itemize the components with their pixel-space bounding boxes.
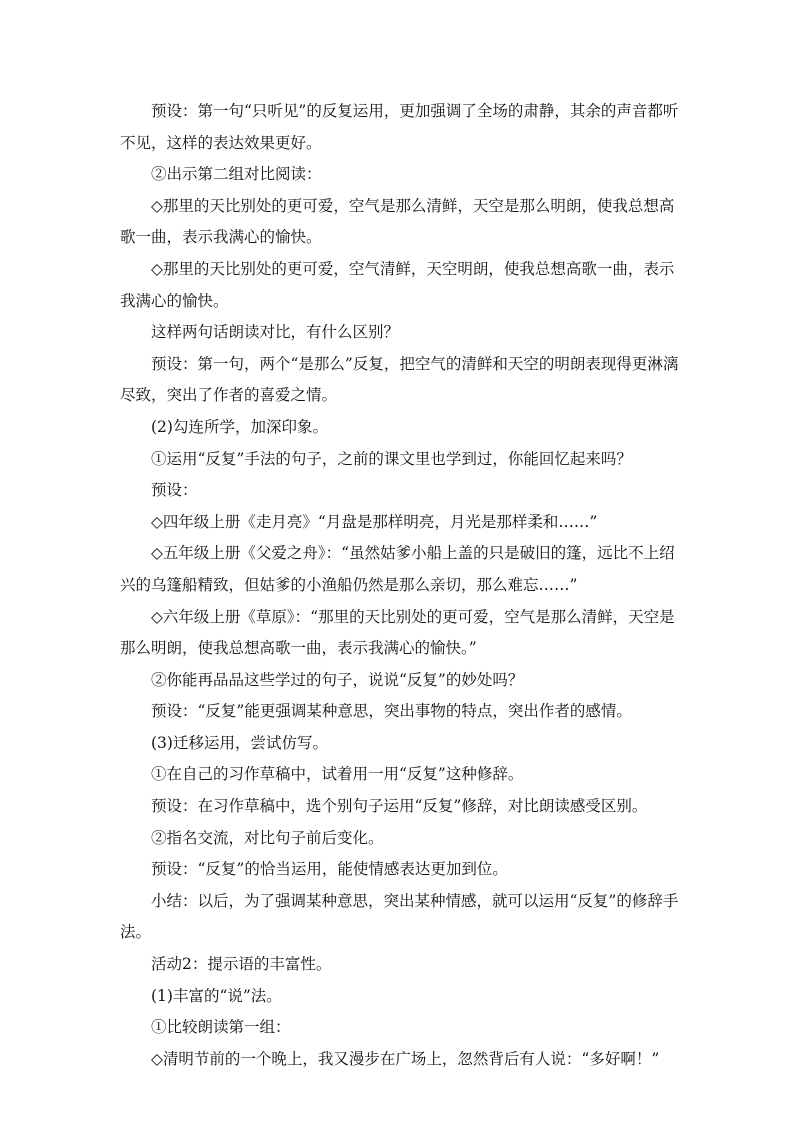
paragraph: 预设：“反复”的恰当运用，能使情感表达更加到位。 (151, 860, 508, 879)
paragraph: ②你能再品品这些学过的句子，说说“反复”的妙处吗？ (151, 670, 524, 689)
paragraph: 预设：第一句“只听见”的反复运用，更加强调了全场的肃静，其余的声音都听不见，这样的表达效果更好。 (120, 102, 679, 152)
paragraph: ◇那里的天比别处的更可爱，空气清鲜，天空明朗，使我总想高歌一曲，表示我满心的愉快。 (120, 259, 675, 310)
document-body (120, 96, 680, 1075)
paragraph: (3)迁移运用，尝试仿写。 (151, 733, 328, 752)
paragraph: ①比较朗读第一组： (151, 1018, 291, 1037)
paragraph: ②指名交流，对比句子前后变化。 (151, 828, 384, 847)
paragraph: ◇清明节前的一个晚上，我又漫步在广场上，忽然背后有人说：“多好啊！” (151, 1049, 660, 1068)
paragraph: ◇六年级上册《草原》：“那里的天比别处的更可爱，空气是那么清鲜，天空是那么明朗，使我总想高歌一曲，表示我满心的愉快。” (120, 607, 675, 658)
paragraph: ②出示第二组对比阅读： (151, 165, 322, 184)
paragraph: 活动2：提示语的丰富性。 (151, 955, 332, 974)
paragraph: ①在自己的习作草稿中，试着用一用“反复”这种修辞。 (151, 765, 524, 784)
paragraph: 这样两句话朗读对比，有什么区别？ (151, 323, 400, 342)
paragraph: 预设： (151, 481, 198, 500)
paragraph: 预设：“反复”能更强调某种意思，突出事物的特点，突出作者的感情。 (151, 702, 632, 721)
paragraph: ①运用“反复”手法的句子，之前的课文里也学到过，你能回忆起来吗？ (151, 449, 632, 468)
paragraph: ◇五年级上册《父爱之舟》：“虽然姑爹小船上盖的只是破旧的篷，远比不上绍兴的乌篷船精致，但姑爹的小渔船仍然是那么亲切，那么难忘……” (120, 544, 675, 594)
paragraph: (2)勾连所学，加深印象。 (151, 417, 328, 436)
paragraph: (1)丰富的“说”法。 (151, 986, 282, 1005)
paragraph: 预设：第一句，两个“是那么”反复，把空气的清鲜和天空的明朗表现得更淋漓尽致，突出了作者的喜爱之情。 (120, 354, 679, 405)
paragraph: 预设：在习作草稿中，选个别句子运用“反复”修辞，对比朗读感受区别。 (151, 797, 648, 816)
paragraph: ◇四年级上册《走月亮》“月盘是那样明亮，月光是那样柔和……” (151, 512, 598, 531)
paragraph: 小结：以后，为了强调某种意思，突出某种情感，就可以运用“反复”的修辞手法。 (120, 891, 679, 942)
paragraph: ◇那里的天比别处的更可爱，空气是那么清鲜，天空是那么明朗，使我总想高歌一曲，表示我满心的愉快。 (120, 196, 675, 247)
